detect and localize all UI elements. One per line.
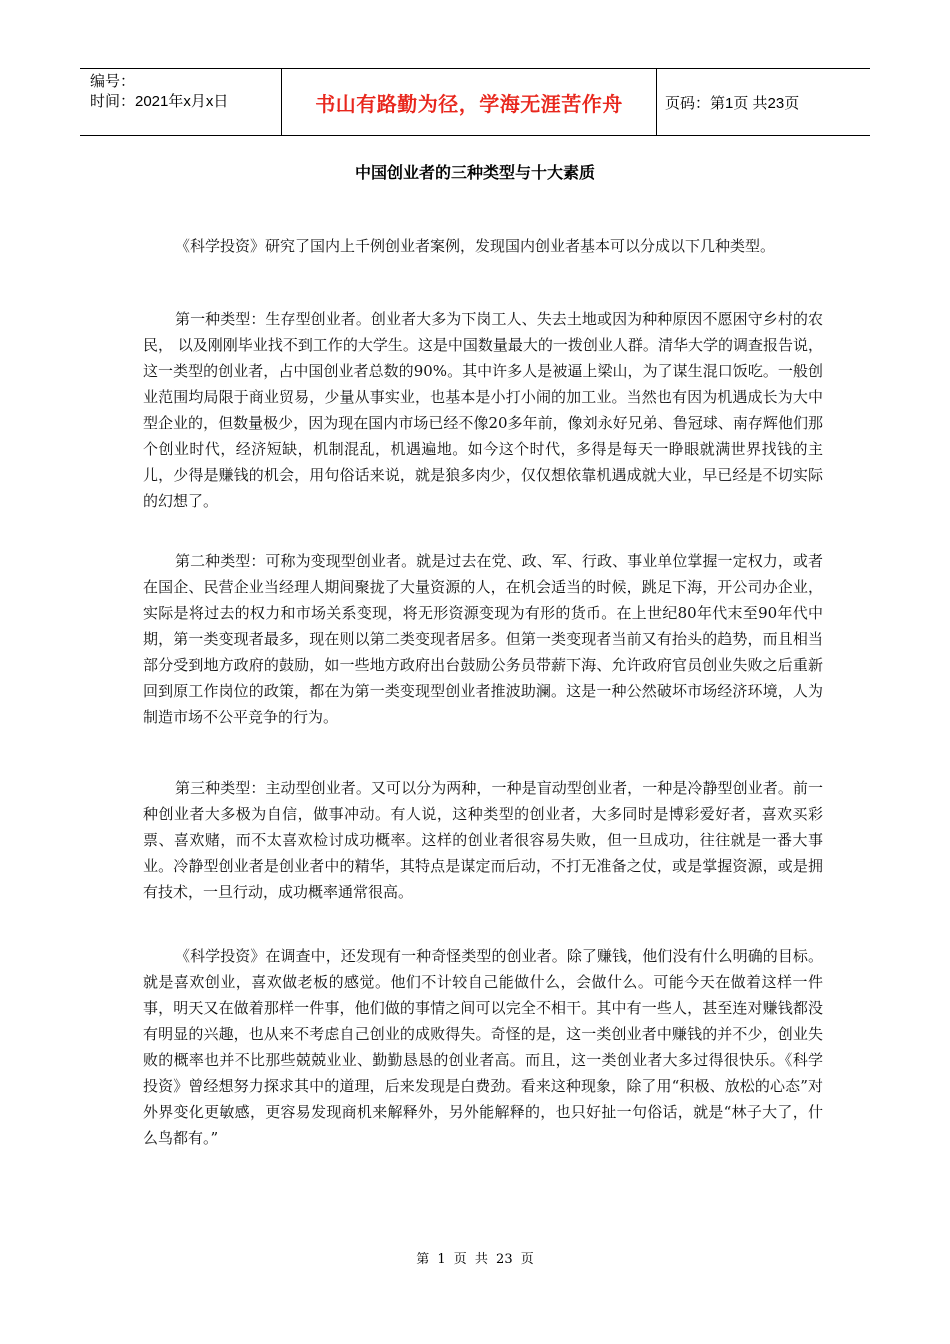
header-motto: 书山有路勤为径，学海无涯苦作舟 xyxy=(315,91,623,116)
paragraph-text: 第二种类型：可称为变现型创业者。就是过去在党、政、军、行政、事业单位掌握一定权力，或者在国企、民营企业当经理人期间聚拢了大量资源的人，在机会适当的时候，跳足下海，开公司办企业，实际是将过去的权力和市场关系变现，将无形资源变现为有形的货币。在上世纪80年代末至90年代中期，第一类变现者最多，现在则以第二类变现者居多。但第一类变现者当前又有抬头的趋势，而且相当部分受到地方政府的鼓励，如一些地方政府出台鼓励公务员带薪下海、允许政府官员创业失败之后重新回到原工作岗位的政策，都在为第一类变现型创业者推波助澜。这是一种公然破坏市场经济环境，人为制造市场不公平竞争的行为。 xyxy=(143,552,823,726)
paragraph-intro xyxy=(143,233,823,259)
paragraph-text: 第一种类型：生存型创业者。创业者大多为下岗工人、失去土地或因为种种原因不愿困守乡村的农民， 以及刚刚毕业找不到工作的大学生。这是中国数量最大的一拨创业人群。清华大学的调查报告说，这一类型的创业者，占中国创业者总数的90%。其中许多人是被逼上梁山，为了谋生混口饭吃。一般创业范围均局限于商业贸易，少量从事实业，也基本是小打小闹的加工业。当然也有因为机遇成长为大中型企业的，但数量极少，因为现在国内市场已经不像20多年前，像刘永好兄弟、鲁冠球、南存辉他们那个创业时代，经济短缺，机制混乱，机遇遍地。如今这个时代，多得是每天一睁眼就满世界找钱的主儿，少得是赚钱的机会，用句俗话来说，就是狼多肉少，仅仅想依靠机遇成就大业，早已经是不切实际的幻想了。 xyxy=(143,310,823,510)
header-motto-cell xyxy=(282,69,657,135)
paragraph-type-3 xyxy=(143,775,823,905)
header-meta-cell xyxy=(80,69,282,135)
paragraph-text: 《科学投资》在调查中，还发现有一种奇怪类型的创业者。除了赚钱，他们没有什么明确的目标。就是喜欢创业，喜欢做老板的感觉。他们不计较自己能做什么，会做什么。可能今天在做着这样一件事，明天又在做着那样一件事，他们做的事情之间可以完全不相干。其中有一些人，甚至连对赚钱都没有明显的兴趣，也从来不考虑自己创业的成败得失。奇怪的是，这一类创业者中赚钱的并不少，创业失败的概率也并不比那些兢兢业业、勤勤恳恳的创业者高。而且，这一类创业者大多过得很快乐。《科学投资》曾经想努力探求其中的道理，后来发现是白费劲。看来这种现象，除了用“积极、放松的心态”对外界变化更敏感，更容易发现商机来解释外，另外能解释的，也只好扯一句俗话，就是“林子大了，什么鸟都有。” xyxy=(143,947,823,1147)
paragraph-type-1 xyxy=(143,306,823,514)
date-label: 时间：2021年x月x日 xyxy=(90,93,229,110)
paragraph-text: 《科学投资》研究了国内上千例创业者案例，发现国内创业者基本可以分成以下几种类型。 xyxy=(175,237,776,255)
document-header xyxy=(80,68,870,136)
header-page-cell xyxy=(657,69,870,135)
paragraph-text: 第三种类型：主动型创业者。又可以分为两种，一种是盲动型创业者，一种是冷静型创业者。前一种创业者大多极为自信，做事冲动。有人说，这种类型的创业者，大多同时是博彩爱好者，喜欢买彩票、喜欢赌，而不太喜欢检讨成功概率。这样的创业者很容易失败，但一旦成功，往往就是一番大事业。冷静型创业者是创业者中的精华，其特点是谋定而后动，不打无准备之仗，或是掌握资源，或是拥有技术，一旦行动，成功概率通常很高。 xyxy=(143,779,823,901)
header-page-info: 页码：第1页 共23页 xyxy=(665,94,800,112)
paragraph-type-2 xyxy=(143,548,823,730)
paragraph-odd-type xyxy=(143,943,823,1151)
serial-number-label: 编号： xyxy=(90,73,136,90)
footer-page-number: 第 1 页 共 23 页 xyxy=(416,1252,534,1267)
document-title: 中国创业者的三种类型与十大素质 xyxy=(354,163,595,182)
